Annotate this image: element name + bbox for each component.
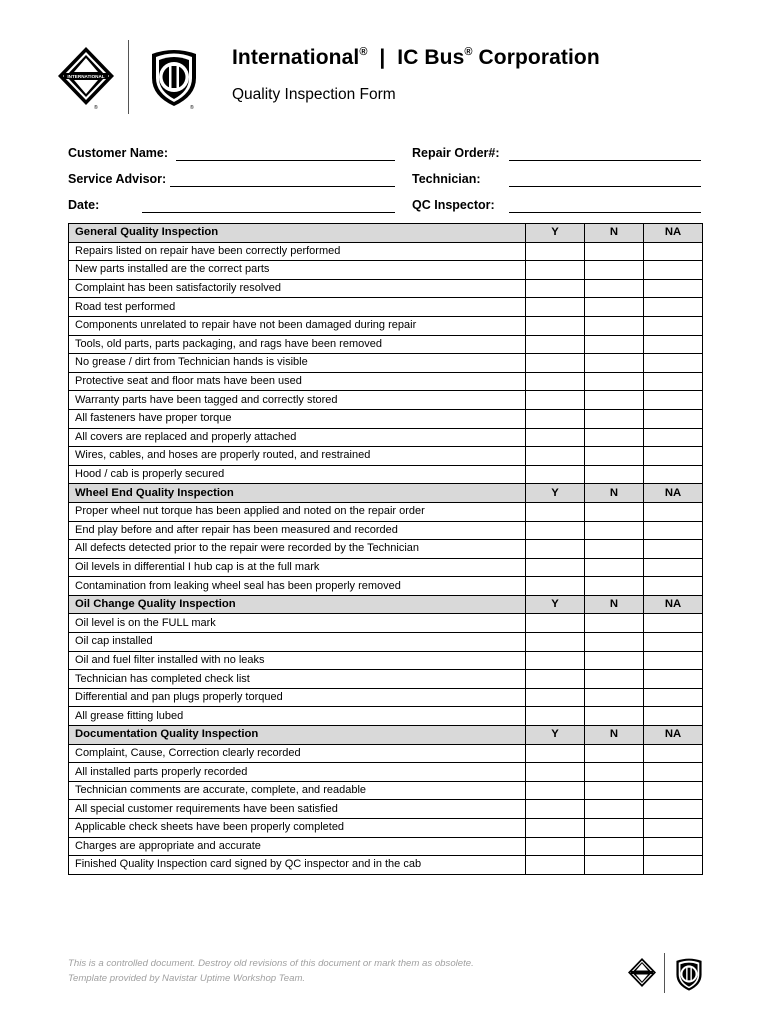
table-row — [69, 819, 703, 838]
column-header-n: N — [585, 224, 644, 243]
section-header-row — [69, 224, 703, 243]
service-advisor-label: Service Advisor: — [68, 172, 167, 186]
info-fields — [0, 146, 768, 220]
checkbox-n[interactable] — [585, 447, 644, 466]
column-header-y: Y — [526, 224, 585, 243]
qc-inspector-label: QC Inspector: — [412, 198, 495, 212]
inspection-item-label: New parts installed are the correct parts — [69, 261, 526, 280]
checkbox-n[interactable] — [585, 763, 644, 782]
inspection-item-label: Complaint, Cause, Correction clearly recorded — [69, 744, 526, 763]
table-row — [69, 558, 703, 577]
footer-notice — [68, 956, 474, 986]
column-header-y: Y — [526, 595, 585, 614]
table-row — [69, 763, 703, 782]
info-row-3 — [0, 198, 768, 218]
checkbox-n[interactable] — [585, 633, 644, 652]
checkbox-n[interactable] — [585, 391, 644, 410]
checkbox-y[interactable] — [526, 372, 585, 391]
section-title: Oil Change Quality Inspection — [69, 595, 526, 614]
checkbox-na[interactable] — [644, 763, 703, 782]
inspection-item-label: Components unrelated to repair have not been damaged during repair — [69, 316, 526, 335]
technician-label: Technician: — [412, 172, 481, 186]
checkbox-n[interactable] — [585, 335, 644, 354]
logo-divider — [128, 40, 129, 114]
date-field[interactable] — [142, 212, 395, 213]
checkbox-y[interactable] — [526, 279, 585, 298]
column-header-n: N — [585, 726, 644, 745]
inspection-item-label: Oil level is on the FULL mark — [69, 614, 526, 633]
checkbox-y[interactable] — [526, 744, 585, 763]
checkbox-na[interactable] — [644, 577, 703, 596]
inspection-item-label: Differential and pan plugs properly torqued — [69, 688, 526, 707]
section-header-row — [69, 726, 703, 745]
checkbox-y[interactable] — [526, 391, 585, 410]
checkbox-y[interactable] — [526, 428, 585, 447]
checkbox-na[interactable] — [644, 856, 703, 875]
repair-order-field[interactable] — [509, 160, 701, 161]
table-row — [69, 335, 703, 354]
checkbox-na[interactable] — [644, 447, 703, 466]
checkbox-na[interactable] — [644, 354, 703, 373]
qc-inspector-field[interactable] — [509, 212, 701, 213]
service-advisor-field[interactable] — [170, 186, 395, 187]
table-row — [69, 521, 703, 540]
checkbox-na[interactable] — [644, 391, 703, 410]
checkbox-na[interactable] — [644, 781, 703, 800]
table-row — [69, 800, 703, 819]
checkbox-n[interactable] — [585, 577, 644, 596]
inspection-item-label: No grease / dirt from Technician hands is visible — [69, 354, 526, 373]
checkbox-n[interactable] — [585, 781, 644, 800]
technician-field[interactable] — [509, 186, 701, 187]
checkbox-na[interactable] — [644, 540, 703, 559]
checkbox-n[interactable] — [585, 242, 644, 261]
checkbox-na[interactable] — [644, 744, 703, 763]
ic-bus-logo-icon — [146, 44, 202, 110]
table-row — [69, 688, 703, 707]
checkbox-y[interactable] — [526, 670, 585, 689]
checkbox-na[interactable] — [644, 819, 703, 838]
svg-text:®: ® — [190, 105, 194, 110]
checkbox-na[interactable] — [644, 279, 703, 298]
checkbox-y[interactable] — [526, 651, 585, 670]
inspection-item-label: Wires, cables, and hoses are properly routed, and restrained — [69, 447, 526, 466]
checkbox-n[interactable] — [585, 856, 644, 875]
table-row — [69, 856, 703, 875]
checkbox-n[interactable] — [585, 354, 644, 373]
checkbox-na[interactable] — [644, 837, 703, 856]
footer-line-1: This is a controlled document. Destroy old revisions of this document or mark them as obsolete. — [68, 958, 474, 969]
inspection-item-label: Hood / cab is properly secured — [69, 465, 526, 484]
inspection-item-label: End play before and after repair has been measured and recorded — [69, 521, 526, 540]
column-header-y: Y — [526, 484, 585, 503]
inspection-item-label: Applicable check sheets have been properly completed — [69, 819, 526, 838]
checkbox-na[interactable] — [644, 688, 703, 707]
inspection-item-label: Charges are appropriate and accurate — [69, 837, 526, 856]
checkbox-na[interactable] — [644, 707, 703, 726]
checkbox-y[interactable] — [526, 242, 585, 261]
checkbox-na[interactable] — [644, 428, 703, 447]
inspection-item-label: Oil and fuel filter installed with no leaks — [69, 651, 526, 670]
section-header-row — [69, 484, 703, 503]
checkbox-y[interactable] — [526, 409, 585, 428]
inspection-item-label: Oil cap installed — [69, 633, 526, 652]
checkbox-y[interactable] — [526, 819, 585, 838]
checkbox-y[interactable] — [526, 354, 585, 373]
section-title: Wheel End Quality Inspection — [69, 484, 526, 503]
checkbox-n[interactable] — [585, 540, 644, 559]
inspection-item-label: All installed parts properly recorded — [69, 763, 526, 782]
checkbox-n[interactable] — [585, 261, 644, 280]
checkbox-y[interactable] — [526, 763, 585, 782]
inspection-item-label: Protective seat and floor mats have been used — [69, 372, 526, 391]
checkbox-na[interactable] — [644, 651, 703, 670]
checkbox-na[interactable] — [644, 800, 703, 819]
checkbox-y[interactable] — [526, 298, 585, 317]
checkbox-y[interactable] — [526, 781, 585, 800]
inspection-item-label: All covers are replaced and properly attached — [69, 428, 526, 447]
table-row — [69, 428, 703, 447]
checkbox-n[interactable] — [585, 279, 644, 298]
checkbox-y[interactable] — [526, 540, 585, 559]
document-subtitle: Quality Inspection Form — [232, 86, 396, 103]
checkbox-n[interactable] — [585, 707, 644, 726]
checkbox-n[interactable] — [585, 298, 644, 317]
table-row — [69, 261, 703, 280]
checkbox-y[interactable] — [526, 856, 585, 875]
checkbox-na[interactable] — [644, 298, 703, 317]
customer-name-field[interactable] — [176, 160, 395, 161]
table-row — [69, 651, 703, 670]
date-label: Date: — [68, 198, 100, 212]
column-header-na: NA — [644, 224, 703, 243]
checkbox-na[interactable] — [644, 372, 703, 391]
checkbox-n[interactable] — [585, 800, 644, 819]
inspection-item-label: All defects detected prior to the repair were recorded by the Technician — [69, 540, 526, 559]
checkbox-y[interactable] — [526, 633, 585, 652]
customer-name-label: Customer Name: — [68, 146, 169, 160]
svg-text:INTERNATIONAL: INTERNATIONAL — [67, 74, 105, 79]
checkbox-n[interactable] — [585, 428, 644, 447]
table-row — [69, 316, 703, 335]
checkbox-y[interactable] — [526, 335, 585, 354]
column-header-na: NA — [644, 595, 703, 614]
checkbox-n[interactable] — [585, 688, 644, 707]
table-row — [69, 781, 703, 800]
checkbox-na[interactable] — [644, 521, 703, 540]
checkbox-n[interactable] — [585, 372, 644, 391]
checkbox-n[interactable] — [585, 465, 644, 484]
footer-international-logo-icon — [626, 953, 658, 993]
table-row — [69, 670, 703, 689]
checkbox-n[interactable] — [585, 409, 644, 428]
table-row — [69, 577, 703, 596]
checkbox-y[interactable] — [526, 707, 585, 726]
checkbox-na[interactable] — [644, 614, 703, 633]
document-title: International® | IC Bus® Corporation — [232, 46, 600, 69]
inspection-item-label: All fasteners have proper torque — [69, 409, 526, 428]
section-title: Documentation Quality Inspection — [69, 726, 526, 745]
checkbox-n[interactable] — [585, 837, 644, 856]
footer-line-2: Template provided by Navistar Uptime Workshop Team. — [68, 973, 306, 984]
table-row — [69, 447, 703, 466]
table-row — [69, 502, 703, 521]
column-header-na: NA — [644, 484, 703, 503]
info-row-1 — [0, 146, 768, 166]
checkbox-n[interactable] — [585, 521, 644, 540]
svg-text:®: ® — [94, 105, 98, 110]
footer-logo-divider — [664, 953, 665, 993]
repair-order-label: Repair Order#: — [412, 146, 500, 160]
column-header-na: NA — [644, 726, 703, 745]
inspection-item-label: Contamination from leaking wheel seal has been properly removed — [69, 577, 526, 596]
checkbox-y[interactable] — [526, 577, 585, 596]
inspection-item-label: All grease fitting lubed — [69, 707, 526, 726]
inspection-item-label: Proper wheel nut torque has been applied and noted on the repair order — [69, 502, 526, 521]
table-row — [69, 744, 703, 763]
checkbox-n[interactable] — [585, 819, 644, 838]
checkbox-na[interactable] — [644, 335, 703, 354]
inspection-item-label: Road test performed — [69, 298, 526, 317]
checkbox-y[interactable] — [526, 465, 585, 484]
inspection-item-label: Warranty parts have been tagged and correctly stored — [69, 391, 526, 410]
checkbox-na[interactable] — [644, 670, 703, 689]
info-row-2 — [0, 172, 768, 192]
document-header — [54, 38, 714, 118]
checkbox-y[interactable] — [526, 316, 585, 335]
checkbox-na[interactable] — [644, 409, 703, 428]
checkbox-y[interactable] — [526, 837, 585, 856]
table-row — [69, 540, 703, 559]
checkbox-n[interactable] — [585, 316, 644, 335]
checkbox-n[interactable] — [585, 744, 644, 763]
table-row — [69, 633, 703, 652]
checkbox-na[interactable] — [644, 502, 703, 521]
checkbox-na[interactable] — [644, 558, 703, 577]
table-row — [69, 298, 703, 317]
checkbox-y[interactable] — [526, 558, 585, 577]
checkbox-n[interactable] — [585, 651, 644, 670]
inspection-item-label: All special customer requirements have been satisfied — [69, 800, 526, 819]
checkbox-n[interactable] — [585, 670, 644, 689]
checkbox-n[interactable] — [585, 558, 644, 577]
section-header-row — [69, 595, 703, 614]
inspection-item-label: Repairs listed on repair have been correctly performed — [69, 242, 526, 261]
checkbox-y[interactable] — [526, 614, 585, 633]
checkbox-y[interactable] — [526, 800, 585, 819]
inspection-item-label: Complaint has been satisfactorily resolved — [69, 279, 526, 298]
table-row — [69, 707, 703, 726]
column-header-n: N — [585, 595, 644, 614]
checkbox-na[interactable] — [644, 465, 703, 484]
inspection-item-label: Finished Quality Inspection card signed by QC inspector and in the cab — [69, 856, 526, 875]
checkbox-na[interactable] — [644, 633, 703, 652]
inspection-table — [68, 223, 703, 875]
inspection-item-label: Technician comments are accurate, complete, and readable — [69, 781, 526, 800]
checkbox-na[interactable] — [644, 242, 703, 261]
checkbox-n[interactable] — [585, 614, 644, 633]
table-row — [69, 837, 703, 856]
column-header-n: N — [585, 484, 644, 503]
column-header-y: Y — [526, 726, 585, 745]
table-row — [69, 354, 703, 373]
section-title: General Quality Inspection — [69, 224, 526, 243]
inspection-item-label: Technician has completed check list — [69, 670, 526, 689]
checkbox-na[interactable] — [644, 316, 703, 335]
checkbox-n[interactable] — [585, 502, 644, 521]
footer-ic-bus-logo-icon — [673, 955, 705, 993]
checkbox-y[interactable] — [526, 688, 585, 707]
checkbox-y[interactable] — [526, 521, 585, 540]
international-logo-icon — [54, 44, 118, 110]
checkbox-y[interactable] — [526, 447, 585, 466]
table-row — [69, 279, 703, 298]
inspection-item-label: Oil levels in differential I hub cap is at the full mark — [69, 558, 526, 577]
table-row — [69, 242, 703, 261]
inspection-item-label: Tools, old parts, parts packaging, and rags have been removed — [69, 335, 526, 354]
table-row — [69, 391, 703, 410]
table-row — [69, 409, 703, 428]
table-row — [69, 465, 703, 484]
checkbox-y[interactable] — [526, 502, 585, 521]
checkbox-na[interactable] — [644, 261, 703, 280]
checkbox-y[interactable] — [526, 261, 585, 280]
table-row — [69, 614, 703, 633]
table-row — [69, 372, 703, 391]
